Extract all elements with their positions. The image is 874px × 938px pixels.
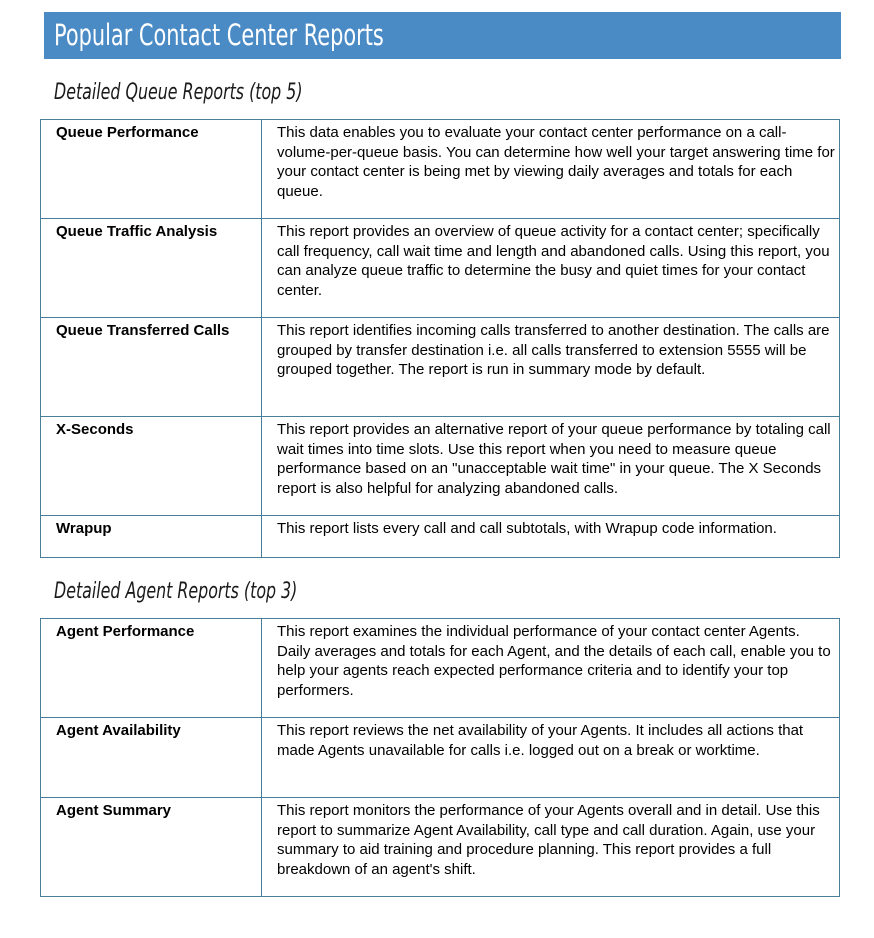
report-name: Agent Availability bbox=[41, 718, 262, 798]
queue-reports-table bbox=[40, 119, 840, 558]
page-title: Popular Contact Center Reports bbox=[54, 18, 384, 52]
table-row bbox=[41, 516, 840, 558]
agent-reports-table bbox=[40, 618, 840, 897]
report-description: This report provides an alternative report of your queue performance by totaling call wait times into time slots. Use this report when you need to measure queue performance based on an "unacceptable wait time" in your queue. The X Seconds report is also helpful for analyzing abandoned calls. bbox=[262, 417, 840, 516]
report-name: Agent Summary bbox=[41, 798, 262, 897]
queue-reports-heading: Detailed Queue Reports (top 5) bbox=[54, 80, 303, 105]
table-row bbox=[41, 219, 840, 318]
agent-reports-heading: Detailed Agent Reports (top 3) bbox=[54, 579, 298, 604]
report-description: This report examines the individual performance of your contact center Agents. Daily averages and totals for each Agent, and the details of each call, enable you to help your agents reach expected performance criteria and to identify your top performers. bbox=[262, 619, 840, 718]
report-description: This report lists every call and call subtotals, with Wrapup code information. bbox=[262, 516, 840, 558]
report-name: Agent Performance bbox=[41, 619, 262, 718]
table-row bbox=[41, 417, 840, 516]
report-name: Queue Transferred Calls bbox=[41, 318, 262, 417]
table-row bbox=[41, 619, 840, 718]
report-name: Queue Traffic Analysis bbox=[41, 219, 262, 318]
table-row bbox=[41, 120, 840, 219]
report-description: This report identifies incoming calls transferred to another destination. The calls are grouped by transfer destination i.e. all calls transferred to extension 5555 will be grouped together. The report is run in summary mode by default. bbox=[262, 318, 840, 417]
table-row bbox=[41, 318, 840, 417]
table-row bbox=[41, 718, 840, 798]
report-description: This report provides an overview of queue activity for a contact center; specifically call frequency, call wait time and length and abandoned calls. Using this report, you can analyze queue traffic to determine the busy and quiet times for your contact center. bbox=[262, 219, 840, 318]
report-name: X-Seconds bbox=[41, 417, 262, 516]
report-description: This report monitors the performance of your Agents overall and in detail. Use this report to summarize Agent Availability, call type and call duration. Again, use your summary to aid training and procedure planning. This report provides a full breakdown of an agent's shift. bbox=[262, 798, 840, 897]
report-description: This report reviews the net availability of your Agents. It includes all actions that made Agents unavailable for calls i.e. logged out on a break or worktime. bbox=[262, 718, 840, 798]
page-banner bbox=[44, 12, 841, 59]
report-name: Queue Performance bbox=[41, 120, 262, 219]
table-row bbox=[41, 798, 840, 897]
report-description: This data enables you to evaluate your contact center performance on a call-volume-per-queue basis. You can determine how well your target answering time for your contact center is being met by viewing daily averages and totals for each queue. bbox=[262, 120, 840, 219]
report-name: Wrapup bbox=[41, 516, 262, 558]
